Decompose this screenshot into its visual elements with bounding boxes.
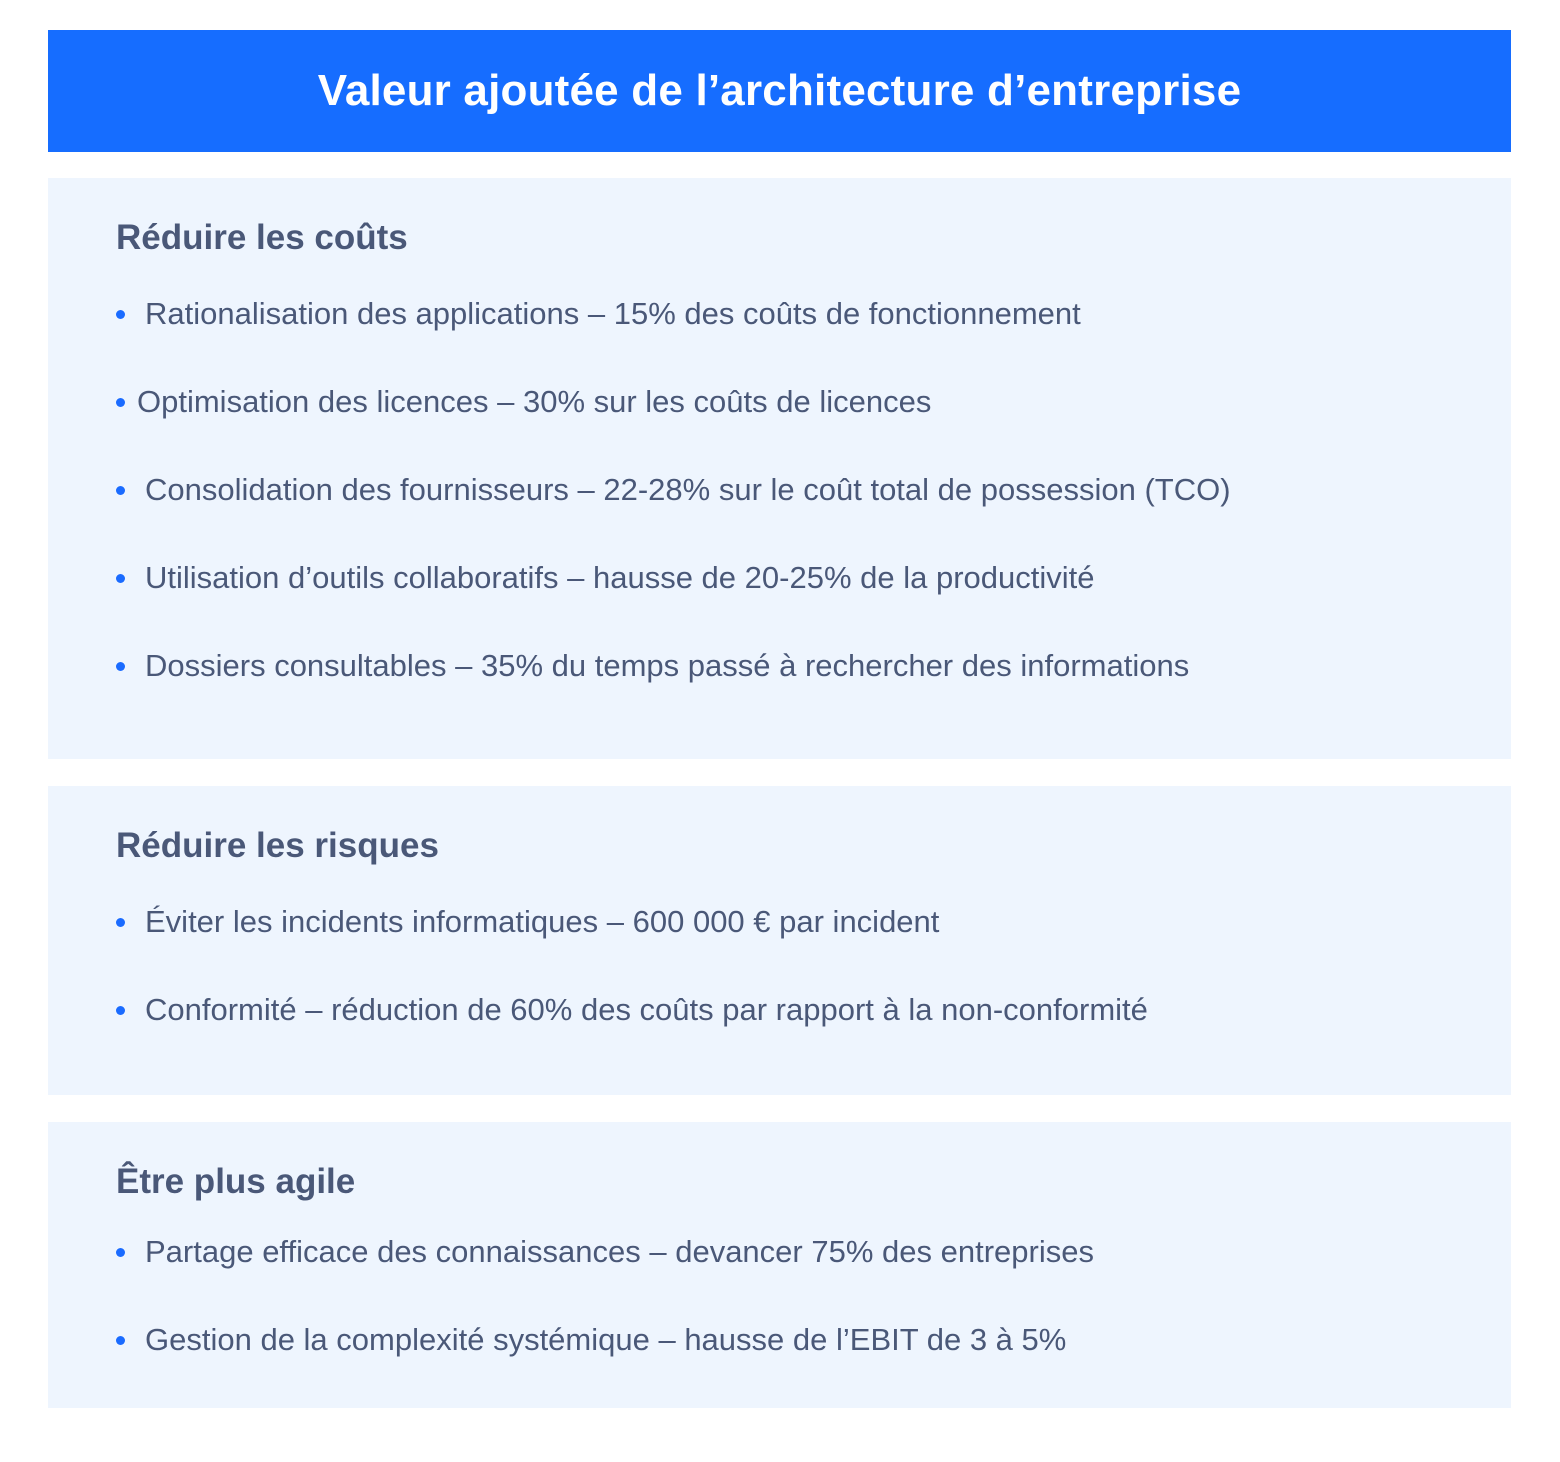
section-title: Être plus agile xyxy=(116,1162,356,1201)
list-item: Gestion de la complexité systémique – hausse de l’EBIT de 3 à 5% xyxy=(116,1322,1066,1358)
bullet-icon xyxy=(116,1006,125,1015)
list-item: Rationalisation des applications – 15% des coûts de fonctionnement xyxy=(116,296,1081,332)
list-item: Dossiers consultables – 35% du temps passé à rechercher des informations xyxy=(116,648,1189,684)
list-item: Utilisation d’outils collaboratifs – hausse de 20-25% de la productivité xyxy=(116,560,1094,596)
bullet-icon xyxy=(116,486,125,495)
section-title: Réduire les coûts xyxy=(116,218,408,257)
list-item: Partage efficace des connaissances – devancer 75% des entreprises xyxy=(116,1234,1094,1270)
section-title: Réduire les risques xyxy=(116,826,439,865)
section-reduce-risks xyxy=(48,786,1511,1095)
section-reduce-costs xyxy=(48,178,1511,759)
bullet-icon xyxy=(116,398,125,407)
bullet-icon xyxy=(116,574,125,583)
section-be-agile xyxy=(48,1122,1511,1408)
bullet-icon xyxy=(116,310,125,319)
list-item: Consolidation des fournisseurs – 22-28% sur le coût total de possession (TCO) xyxy=(116,472,1231,508)
list-item: Conformité – réduction de 60% des coûts par rapport à la non-conformité xyxy=(116,992,1148,1028)
bullet-icon xyxy=(116,1336,125,1345)
page-header xyxy=(48,30,1511,152)
list-item: Optimisation des licences – 30% sur les coûts de licences xyxy=(116,384,931,420)
bullet-icon xyxy=(116,1248,125,1257)
list-item: Éviter les incidents informatiques – 600 000 € par incident xyxy=(116,904,939,940)
bullet-icon xyxy=(116,918,125,927)
bullet-icon xyxy=(116,662,125,671)
page-title: Valeur ajoutée de l’architecture d’entreprise xyxy=(317,66,1242,115)
